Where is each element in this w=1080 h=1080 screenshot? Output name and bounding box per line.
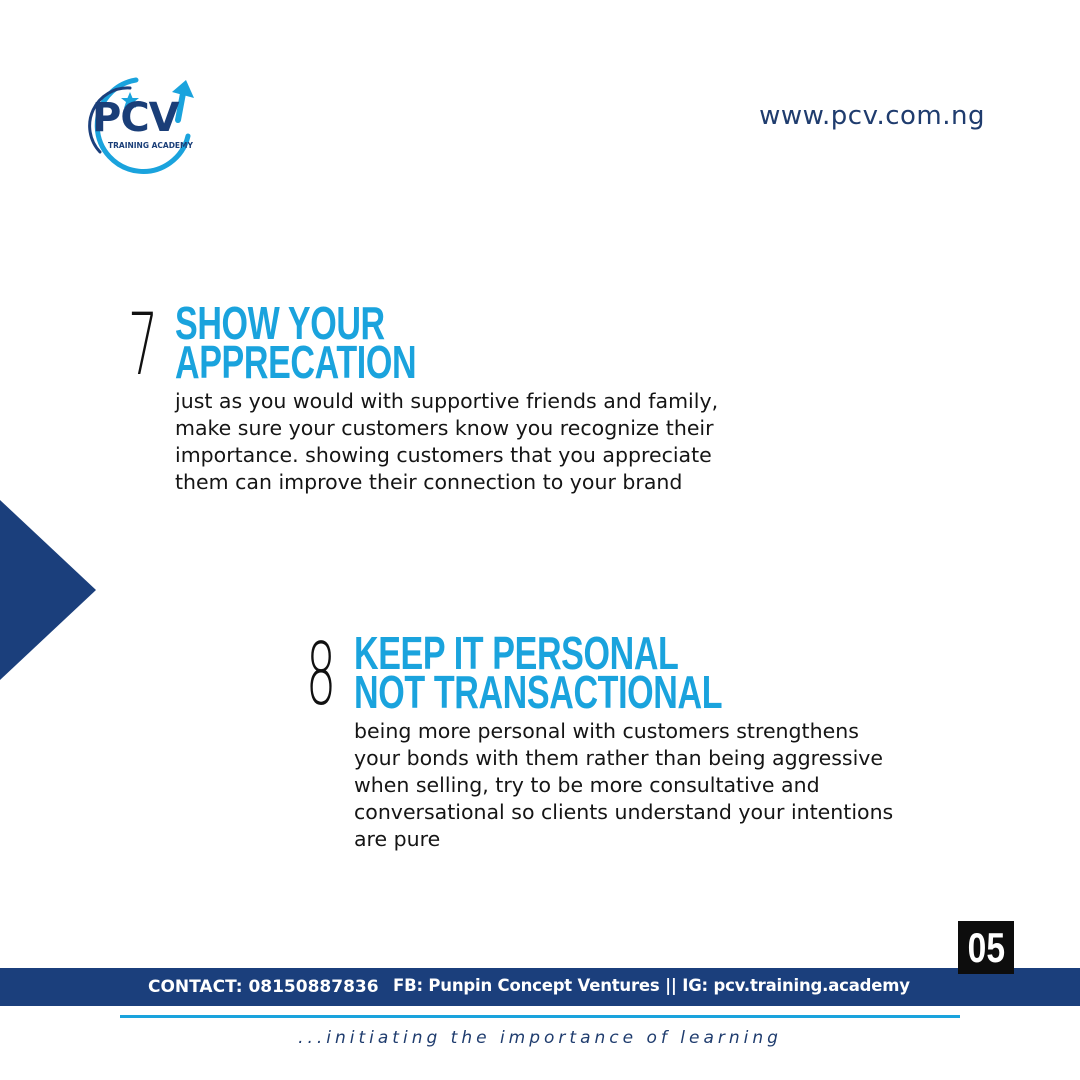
contact-phone: CONTACT: 08150887836 (148, 977, 379, 997)
footer-divider (120, 1015, 960, 1018)
tip-title-line: KEEP IT PERSONAL (354, 627, 679, 679)
logo-wordmark: PCV (92, 95, 179, 141)
pcv-logo (78, 74, 200, 174)
tip-title-line: APPRECATION (175, 336, 417, 388)
tip-body: being more personal with customers strengthens your bonds with them rather than being aggressive when selling, try to be more consultative and conversational so clients understand your intentions are pure (354, 719, 894, 851)
tip-title-line: NOT TRANSACTIONAL (354, 666, 723, 718)
page-number-badge (958, 921, 1014, 974)
logo-subtitle: TRAINING ACADEMY (108, 141, 193, 150)
social-handles: FB: Punpin Concept Ventures || IG: pcv.training.academy (393, 976, 910, 995)
tip-title (354, 627, 723, 718)
page-number: 05 (967, 923, 1005, 971)
website-link[interactable]: www.pcv.com.ng (759, 101, 985, 131)
tip-title-line: SHOW YOUR (175, 297, 385, 349)
tip-number: 8 (306, 625, 337, 725)
tip-body: just as you would with supportive friends and family, make sure your customers know you recognize their importance. showing customers that you appreciate them can improve their connection to your brand (175, 389, 719, 494)
tip-number: 7 (128, 295, 159, 395)
tagline: ...initiating the importance of learning (298, 1028, 782, 1048)
decorative-triangle (0, 500, 96, 680)
tip-title (175, 297, 417, 388)
